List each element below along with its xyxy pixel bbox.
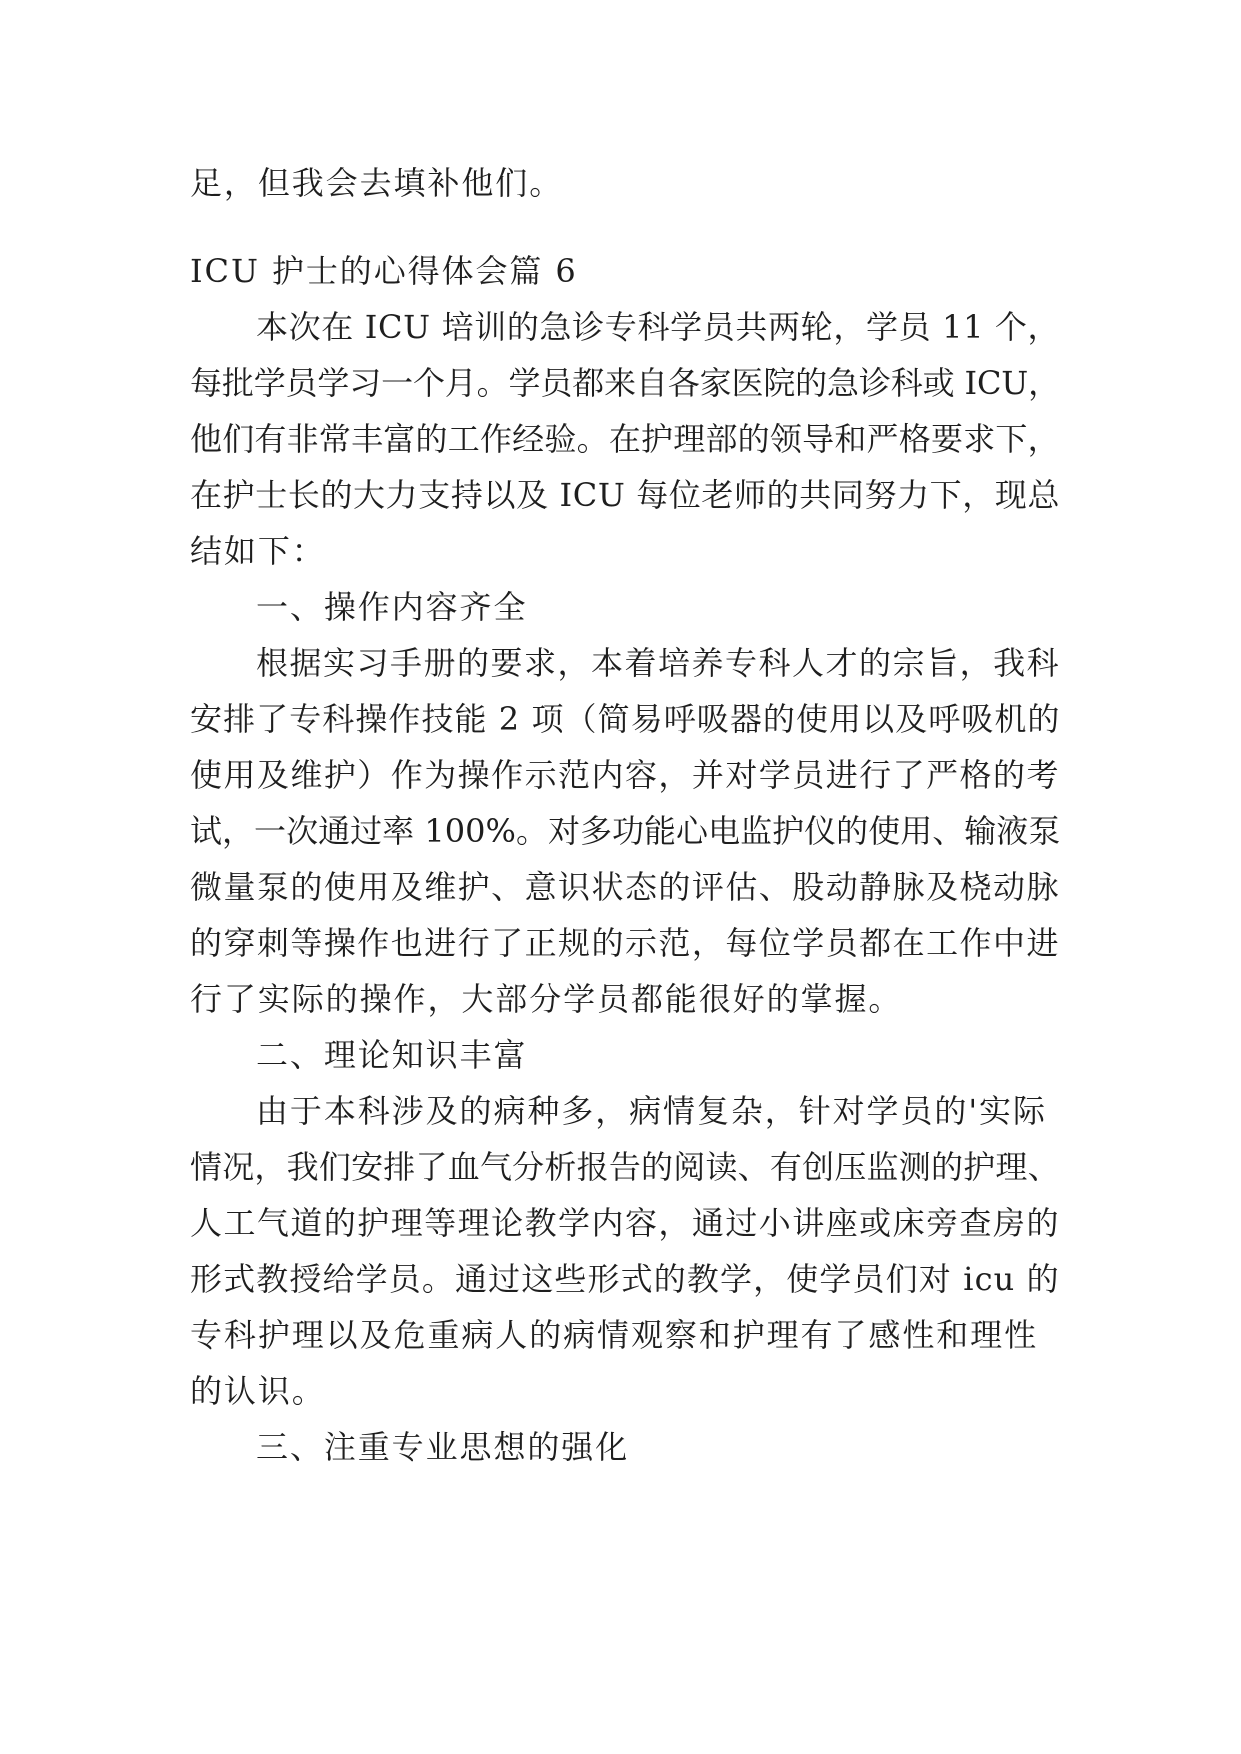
paragraph-line: 形式教授给学员。通过这些形式的教学，使学员们对 icu 的 (190, 1260, 1060, 1298)
paragraph-line: 的认识。 (190, 1372, 326, 1410)
paragraph-line: 安排了专科操作技能 2 项（简易呼吸器的使用以及呼吸机的 (190, 700, 1061, 738)
paragraph-line: 根据实习手册的要求，本着培养专科人才的宗旨，我科 (256, 644, 1061, 682)
paragraph-line: 由于本科涉及的病种多，病情复杂，针对学员的'实际 (256, 1092, 1047, 1130)
subsection-heading: 二、理论知识丰富 (256, 1036, 528, 1074)
paragraph-line: 本次在 ICU 培训的急诊专科学员共两轮，学员 11 个， (256, 308, 1061, 346)
paragraph-line: 试，一次通过率 100%。对多功能心电监护仪的使用、输液泵 (190, 812, 1061, 850)
subsection-heading: 一、操作内容齐全 (256, 588, 528, 626)
paragraph-line: 情况，我们安排了血气分析报告的阅读、有创压监测的护理、 (190, 1148, 1060, 1186)
paragraph-line: 结如下： (190, 532, 326, 570)
paragraph-line: 每批学员学习一个月。学员都来自各家医院的急诊科或 ICU， (190, 364, 1060, 402)
paragraph-line: 在护士长的大力支持以及 ICU 每位老师的共同努力下，现总 (190, 476, 1061, 514)
paragraph-line: 微量泵的使用及维护、意识状态的评估、股动静脉及桡动脉 (190, 868, 1060, 906)
paragraph-line: 使用及维护）作为操作示范内容，并对学员进行了严格的考 (190, 756, 1060, 794)
paragraph-line: 专科护理以及危重病人的病情观察和护理有了感性和理性 (190, 1316, 1039, 1354)
paragraph-line: 人工气道的护理等理论教学内容，通过小讲座或床旁查房的 (190, 1204, 1060, 1242)
subsection-heading: 三、注重专业思想的强化 (256, 1428, 630, 1466)
section-heading: ICU 护士的心得体会篇 6 (190, 252, 578, 290)
text-line: 足，但我会去填补他们。 (190, 164, 564, 202)
paragraph-line: 他们有非常丰富的工作经验。在护理部的领导和严格要求下， (190, 420, 1060, 458)
paragraph-line: 的穿刺等操作也进行了正规的示范，每位学员都在工作中进 (190, 924, 1060, 962)
paragraph-line: 行了实际的操作，大部分学员都能很好的掌握。 (190, 980, 903, 1018)
